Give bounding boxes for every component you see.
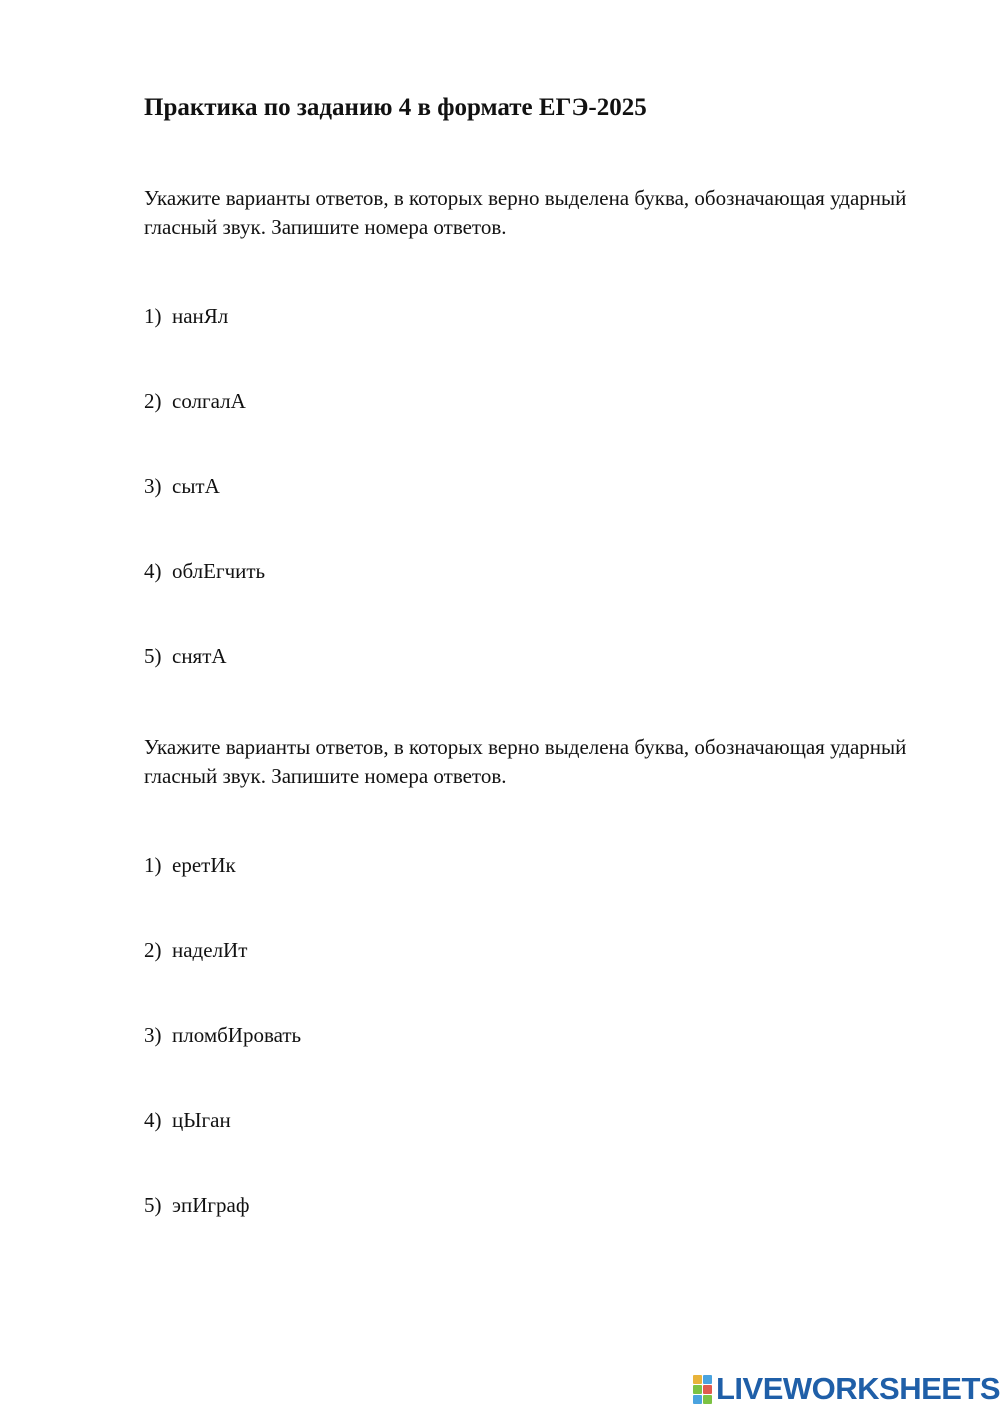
option-number: 3) [144, 1023, 162, 1047]
task-2-option-5[interactable] [144, 1193, 249, 1218]
option-word: солгалА [172, 389, 246, 413]
task-1-option-5[interactable] [144, 644, 227, 669]
task-2-option-3[interactable] [144, 1023, 301, 1048]
option-word: наделИт [172, 938, 248, 962]
logo-text: LIVEWORKSHEETS [716, 1371, 1000, 1406]
logo-square [693, 1395, 702, 1404]
option-number: 1) [144, 304, 162, 328]
logo-square [703, 1385, 712, 1394]
option-word: цЫган [172, 1108, 231, 1132]
task-2-option-2[interactable] [144, 938, 247, 963]
option-number: 4) [144, 1108, 162, 1132]
option-number: 5) [144, 1193, 162, 1217]
logo-square [693, 1375, 702, 1384]
liveworksheets-logo[interactable] [693, 1372, 1000, 1406]
option-word: сытА [172, 474, 220, 498]
task-2-option-1[interactable] [144, 853, 236, 878]
liveworksheets-mark-icon [693, 1375, 712, 1404]
option-number: 2) [144, 938, 162, 962]
option-word: пломбИровать [172, 1023, 302, 1047]
task-1-option-3[interactable] [144, 474, 220, 499]
option-number: 5) [144, 644, 162, 668]
option-word: снятА [172, 644, 227, 668]
task-1-option-1[interactable] [144, 304, 228, 329]
option-word: облЕгчить [172, 559, 266, 583]
option-number: 1) [144, 853, 162, 877]
option-word: нанЯл [172, 304, 229, 328]
logo-square [703, 1375, 712, 1384]
page-title: Практика по заданию 4 в формате ЕГЭ-2025 [144, 94, 647, 121]
option-word: еретИк [172, 853, 236, 877]
task-2-option-4[interactable] [144, 1108, 231, 1133]
logo-square [703, 1395, 712, 1404]
task-2-instruction: Укажите варианты ответов, в которых верно выделена буква, обозначающая ударный гласный звук. Запишите номера ответов. [144, 735, 907, 788]
task-1-instruction: Укажите варианты ответов, в которых верно выделена буква, обозначающая ударный гласный звук. Запишите номера ответов. [144, 186, 907, 239]
option-word: эпИграф [172, 1193, 250, 1217]
task-1-option-2[interactable] [144, 389, 246, 414]
option-number: 2) [144, 389, 162, 413]
option-number: 4) [144, 559, 162, 583]
option-number: 3) [144, 474, 162, 498]
logo-square [693, 1385, 702, 1394]
task-1-option-4[interactable] [144, 559, 265, 584]
